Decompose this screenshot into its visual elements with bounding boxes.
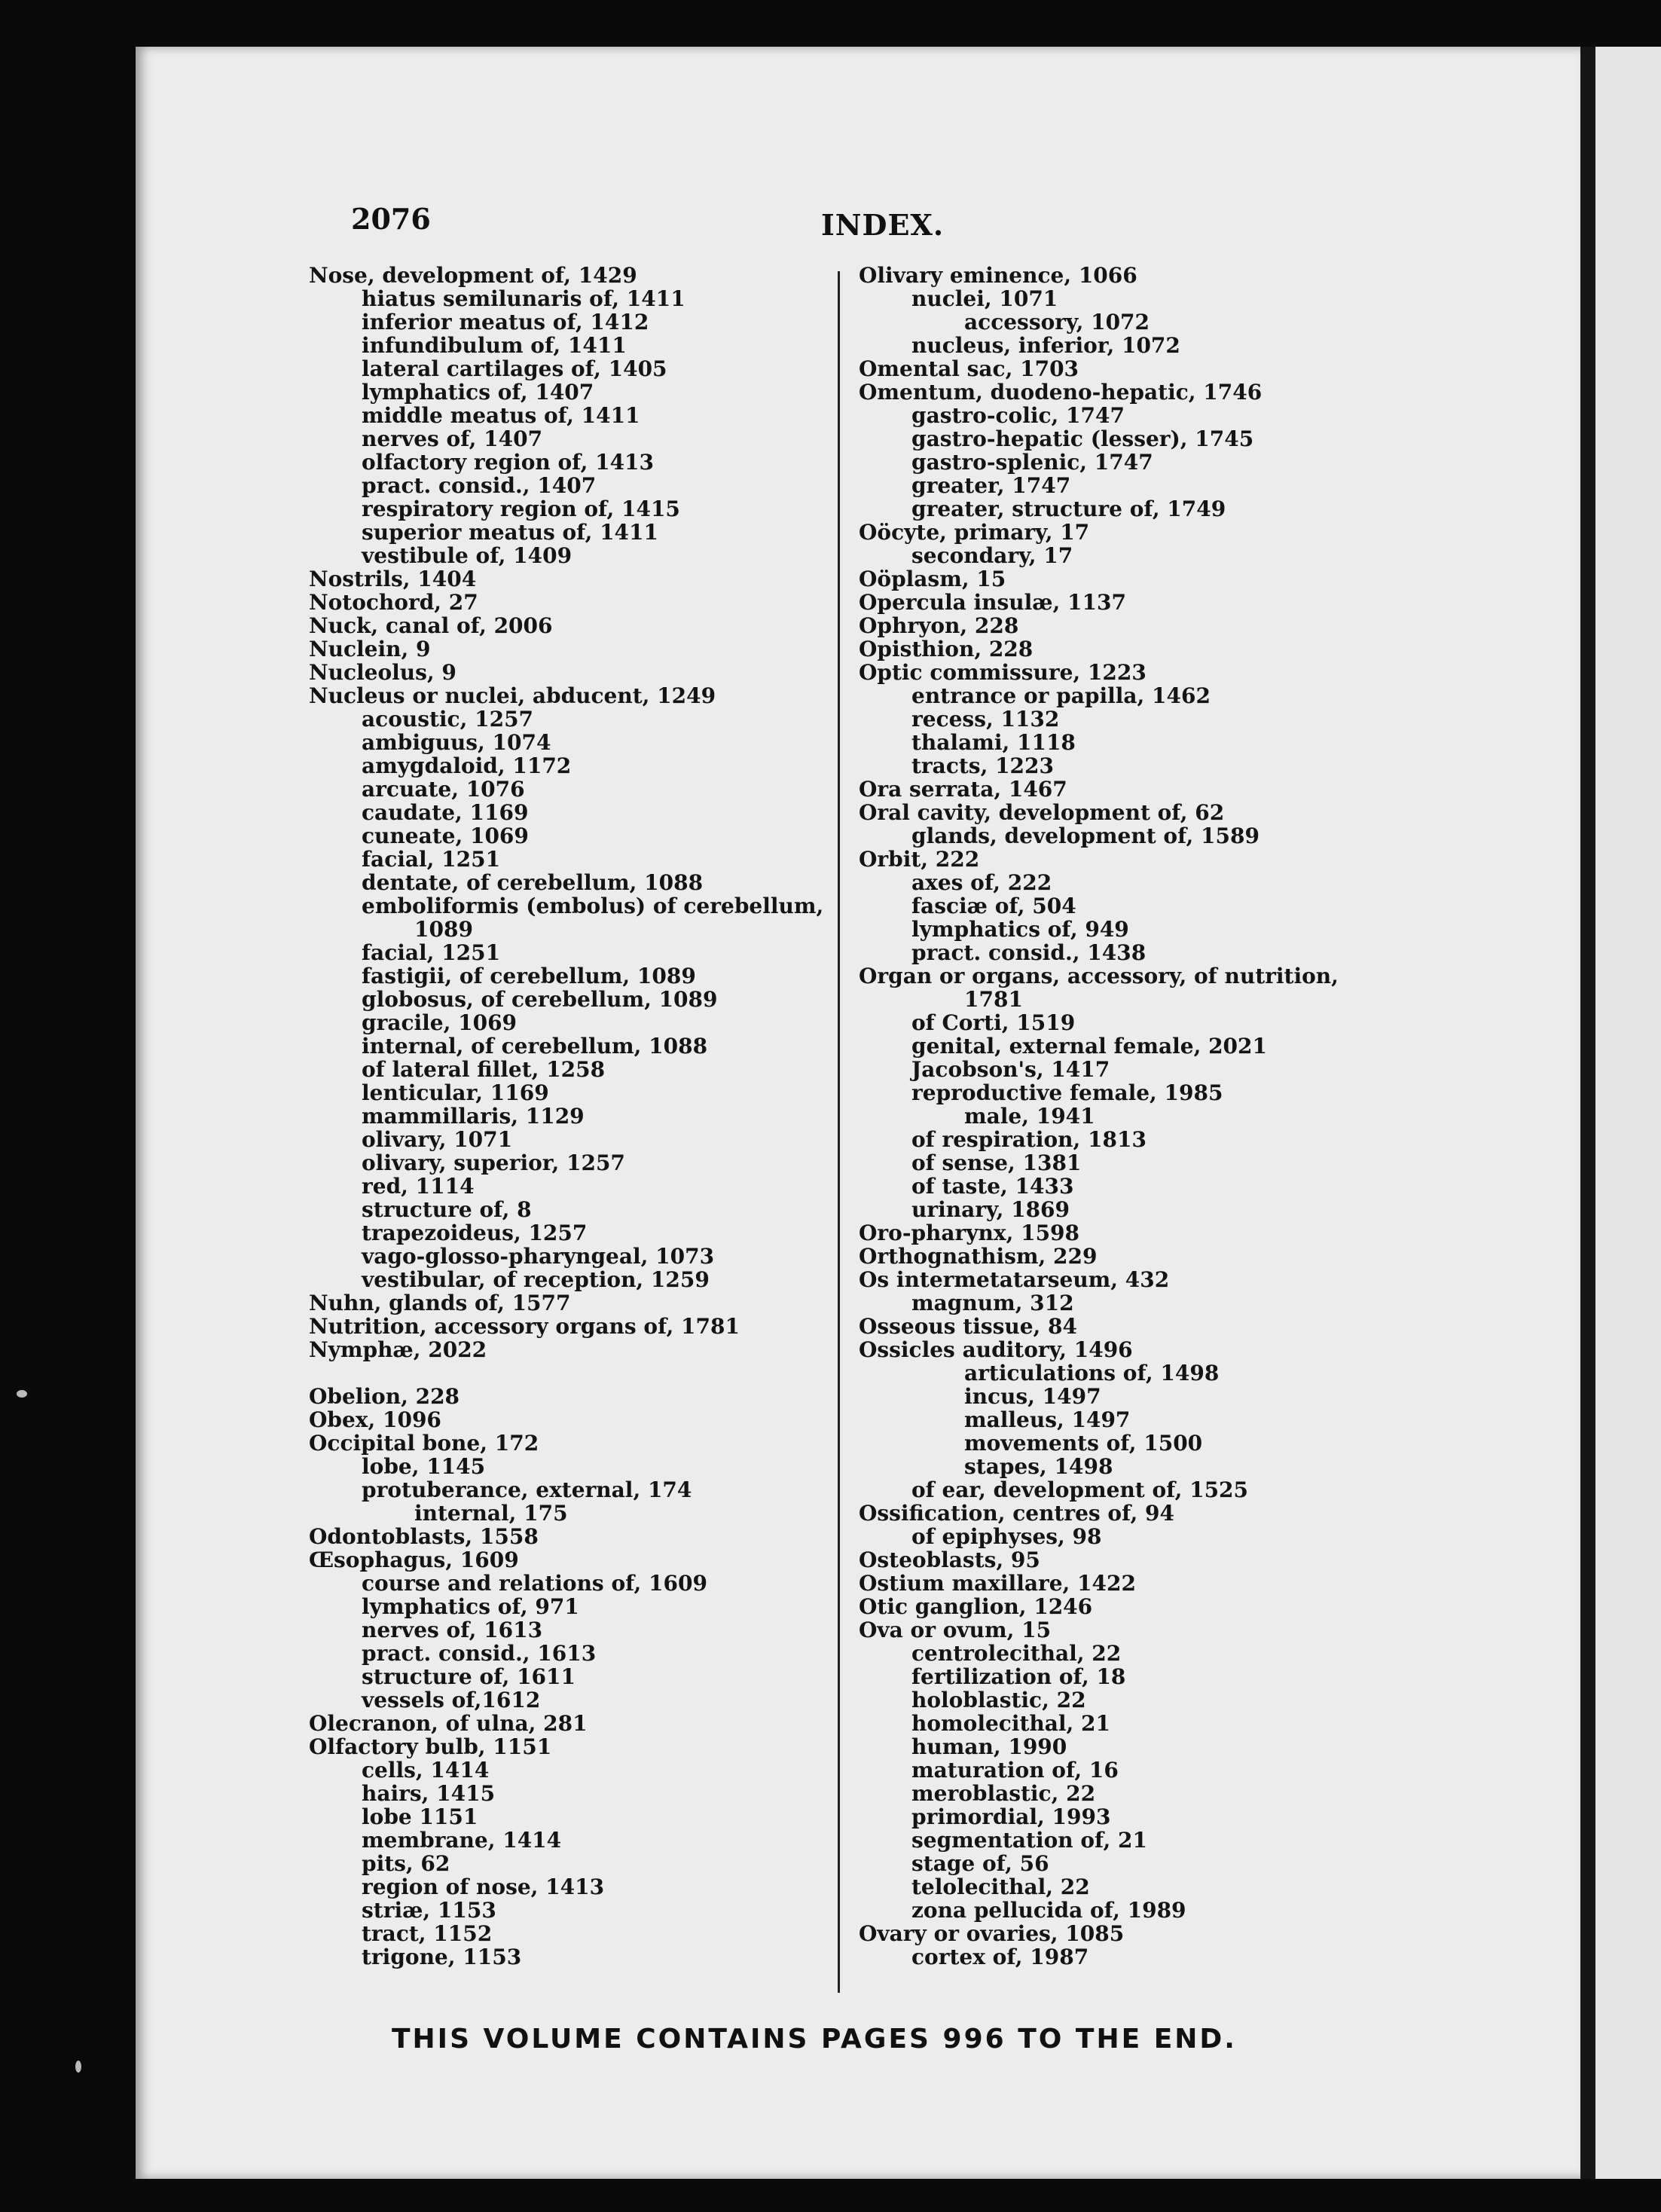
index-entry: Ossicles auditory, 1496 [859,1337,1133,1362]
index-subentry: protuberance, external, 174 [362,1477,692,1502]
index-entry: Obex, 1096 [309,1407,441,1432]
index-entry: Nostrils, 1404 [309,567,477,591]
index-entry: Ophryon, 228 [859,613,1019,638]
index-subentry: vestibular, of reception, 1259 [362,1267,710,1292]
index-subentry: fertilization of, 18 [911,1664,1126,1689]
index-subentry: membrane, 1414 [362,1828,562,1853]
index-subentry: vestibule of, 1409 [362,543,572,568]
index-subentry: structure of, 8 [362,1197,532,1222]
index-subentry: urinary, 1869 [911,1197,1070,1222]
index-subentry: striæ, 1153 [362,1898,496,1923]
index-subentry: gastro-colic, 1747 [911,403,1125,428]
index-subentry: pract. consid., 1407 [362,473,597,498]
index-subentry: glands, development of, 1589 [911,823,1259,848]
index-subentry: trigone, 1153 [362,1945,522,1969]
index-entry: Orthognathism, 229 [859,1244,1098,1269]
index-subentry: telolecithal, 22 [911,1874,1090,1899]
index-column-left [309,264,829,1969]
index-entry: Organ or organs, accessory, of nutrition, [859,964,1339,988]
scan-speck [75,2061,81,2073]
index-subentry: 1781 [964,987,1023,1012]
index-subentry: lobe 1151 [362,1804,478,1829]
index-subentry: facial, 1251 [362,940,501,965]
index-entry: Odontoblasts, 1558 [309,1524,539,1549]
book-gutter [1580,47,1595,2179]
index-subentry: lymphatics of, 949 [911,917,1129,942]
index-entry: Osseous tissue, 84 [859,1314,1078,1339]
facing-page-edge [1595,47,1661,2179]
index-subentry: holoblastic, 22 [911,1688,1086,1712]
running-head: INDEX. [821,208,945,242]
index-subentry: olfactory region of, 1413 [362,450,655,475]
index-subentry: entrance or papilla, 1462 [911,683,1211,708]
index-subentry: acoustic, 1257 [362,707,534,732]
index-subentry: course and relations of, 1609 [362,1571,707,1596]
index-subentry: pract. consid., 1438 [911,940,1147,965]
index-subentry: fasciæ of, 504 [911,894,1076,918]
index-subentry: cells, 1414 [362,1758,490,1783]
index-subentry: region of nose, 1413 [362,1874,605,1899]
index-subentry: caudate, 1169 [362,800,529,825]
index-subentry: incus, 1497 [964,1384,1101,1409]
index-subentry: amygdaloid, 1172 [362,753,572,778]
index-subentry: of Corti, 1519 [911,1010,1076,1035]
index-subentry: of respiration, 1813 [911,1127,1147,1152]
index-entry: Optic commissure, 1223 [859,660,1147,685]
index-subentry: Jacobson's, 1417 [911,1057,1110,1082]
index-subentry: emboliformis (embolus) of cerebellum, [362,894,824,918]
index-entry: Osteoblasts, 95 [859,1547,1040,1572]
index-subentry: primordial, 1993 [911,1804,1111,1829]
index-subentry: of epiphyses, 98 [911,1524,1102,1549]
index-subentry: centrolecithal, 22 [911,1641,1122,1666]
index-subentry: nerves of, 1407 [362,426,543,451]
index-subentry: maturation of, 16 [911,1758,1119,1783]
index-entry: Oro-pharynx, 1598 [859,1221,1080,1245]
index-subentry: infundibulum of, 1411 [362,333,627,358]
index-entry: Ora serrata, 1467 [859,777,1067,802]
index-entry: Nucleus or nuclei, abducent, 1249 [309,683,716,708]
index-entry: Nuclein, 9 [309,637,431,661]
index-subentry: gracile, 1069 [362,1010,518,1035]
index-entry: Opisthion, 228 [859,637,1034,661]
index-subentry: hairs, 1415 [362,1781,496,1806]
index-subentry: of taste, 1433 [911,1174,1074,1199]
index-subentry: segmentation of, 21 [911,1828,1147,1853]
index-entry: Ovary or ovaries, 1085 [859,1921,1125,1946]
scan-speck [17,1390,27,1398]
index-subentry: middle meatus of, 1411 [362,403,640,428]
index-subentry: male, 1941 [964,1104,1095,1129]
index-entry: Opercula insulæ, 1137 [859,590,1126,615]
index-subentry: lymphatics of, 971 [362,1594,579,1619]
index-subentry: recess, 1132 [911,707,1060,732]
index-subentry: pits, 62 [362,1851,450,1876]
index-subentry: superior meatus of, 1411 [362,520,658,545]
index-subentry: cuneate, 1069 [362,823,529,848]
index-subentry: of ear, development of, 1525 [911,1477,1249,1502]
index-entry: Obelion, 228 [309,1384,460,1409]
index-subentry: inferior meatus of, 1412 [362,310,649,335]
index-subentry: globosus, of cerebellum, 1089 [362,987,718,1012]
index-subentry: articulations of, 1498 [964,1361,1220,1386]
index-entry: Occipital bone, 172 [309,1431,539,1456]
index-entry: Os intermetatarseum, 432 [859,1267,1170,1292]
index-subentry: vessels of,1612 [362,1688,541,1712]
index-entry: Oöplasm, 15 [859,567,1006,591]
index-subentry: axes of, 222 [911,870,1052,895]
index-subentry: of sense, 1381 [911,1150,1082,1175]
index-entry: Otic ganglion, 1246 [859,1594,1093,1619]
index-subentry: lymphatics of, 1407 [362,380,594,405]
index-entry: Nuck, canal of, 2006 [309,613,553,638]
index-subentry: accessory, 1072 [964,310,1150,335]
index-subentry: stapes, 1498 [964,1454,1113,1479]
index-entry: Omental sac, 1703 [859,356,1079,381]
index-subentry: gastro-splenic, 1747 [911,450,1153,475]
index-subentry: lobe, 1145 [362,1454,486,1479]
index-subentry: homolecithal, 21 [911,1711,1111,1736]
index-subentry: magnum, 312 [911,1291,1074,1315]
index-subentry: tract, 1152 [362,1921,493,1946]
index-subentry: internal, of cerebellum, 1088 [362,1034,708,1059]
index-subentry: respiratory region of, 1415 [362,496,680,521]
index-entry: Nymphæ, 2022 [309,1337,487,1362]
index-entry: Nutrition, accessory organs of, 1781 [309,1314,740,1339]
index-entry: Notochord, 27 [309,590,478,615]
index-entry: Ostium maxillare, 1422 [859,1571,1136,1596]
index-subentry: stage of, 56 [911,1851,1049,1876]
volume-note: THIS VOLUME CONTAINS PAGES 996 TO THE END. [392,2024,1237,2055]
index-subentry: olivary, superior, 1257 [362,1150,625,1175]
index-subentry: fastigii, of cerebellum, 1089 [362,964,696,988]
index-subentry: greater, 1747 [911,473,1071,498]
column-divider [838,271,840,1993]
index-entry: Olfactory bulb, 1151 [309,1734,552,1759]
index-subentry: nerves of, 1613 [362,1618,543,1642]
index-subentry: tracts, 1223 [911,753,1054,778]
index-subentry: greater, structure of, 1749 [911,496,1226,521]
index-entry: Orbit, 222 [859,847,980,872]
index-entry: Nuhn, glands of, 1577 [309,1291,571,1315]
index-subentry: hiatus semilunaris of, 1411 [362,286,685,311]
index-subentry: genital, external female, 2021 [911,1034,1267,1059]
index-subentry: cortex of, 1987 [911,1945,1089,1969]
index-entry: Oral cavity, development of, 62 [859,800,1225,825]
index-entry: Nose, development of, 1429 [309,263,637,288]
index-subentry: reproductive female, 1985 [911,1080,1223,1105]
index-subentry: zona pellucida of, 1989 [911,1898,1186,1923]
index-subentry: nucleus, inferior, 1072 [911,333,1180,358]
index-subentry: gastro-hepatic (lesser), 1745 [911,426,1254,451]
index-subentry: ambiguus, 1074 [362,730,551,755]
index-subentry: human, 1990 [911,1734,1067,1759]
index-entry: Œsophagus, 1609 [309,1547,519,1572]
index-entry: Omentum, duodeno-hepatic, 1746 [859,380,1263,405]
index-subentry: secondary, 17 [911,543,1073,568]
index-subentry: internal, 175 [414,1501,568,1526]
index-subentry: red, 1114 [362,1174,475,1199]
index-subentry: nuclei, 1071 [911,286,1058,311]
index-subentry: lateral cartilages of, 1405 [362,356,667,381]
index-entry: Olecranon, of ulna, 281 [309,1711,588,1736]
index-entry: Olivary eminence, 1066 [859,263,1137,288]
index-subentry: structure of, 1611 [362,1664,576,1689]
index-subentry: vago-glosso-pharyngeal, 1073 [362,1244,715,1269]
index-subentry: facial, 1251 [362,847,501,872]
index-subentry: trapezoideus, 1257 [362,1221,588,1245]
index-subentry: movements of, 1500 [964,1431,1203,1456]
index-entry: Ova or ovum, 15 [859,1618,1052,1642]
index-subentry: of lateral fillet, 1258 [362,1057,606,1082]
index-section-gap [309,1361,829,1385]
index-subentry: mammillaris, 1129 [362,1104,585,1129]
index-subentry: 1089 [414,917,473,942]
index-entry: Oöcyte, primary, 17 [859,520,1090,545]
index-subentry: lenticular, 1169 [362,1080,549,1105]
index-subentry: thalami, 1118 [911,730,1076,755]
page-number: 2076 [351,202,431,236]
index-entry: Nucleolus, 9 [309,660,456,685]
index-subentry: malleus, 1497 [964,1407,1131,1432]
index-subentry: arcuate, 1076 [362,777,525,802]
index-subentry: olivary, 1071 [362,1127,513,1152]
index-entry: Ossification, centres of, 94 [859,1501,1175,1526]
index-subentry: pract. consid., 1613 [362,1641,597,1666]
index-subentry: dentate, of cerebellum, 1088 [362,870,704,895]
index-subentry: meroblastic, 22 [911,1781,1096,1806]
index-column-right [859,264,1401,1969]
